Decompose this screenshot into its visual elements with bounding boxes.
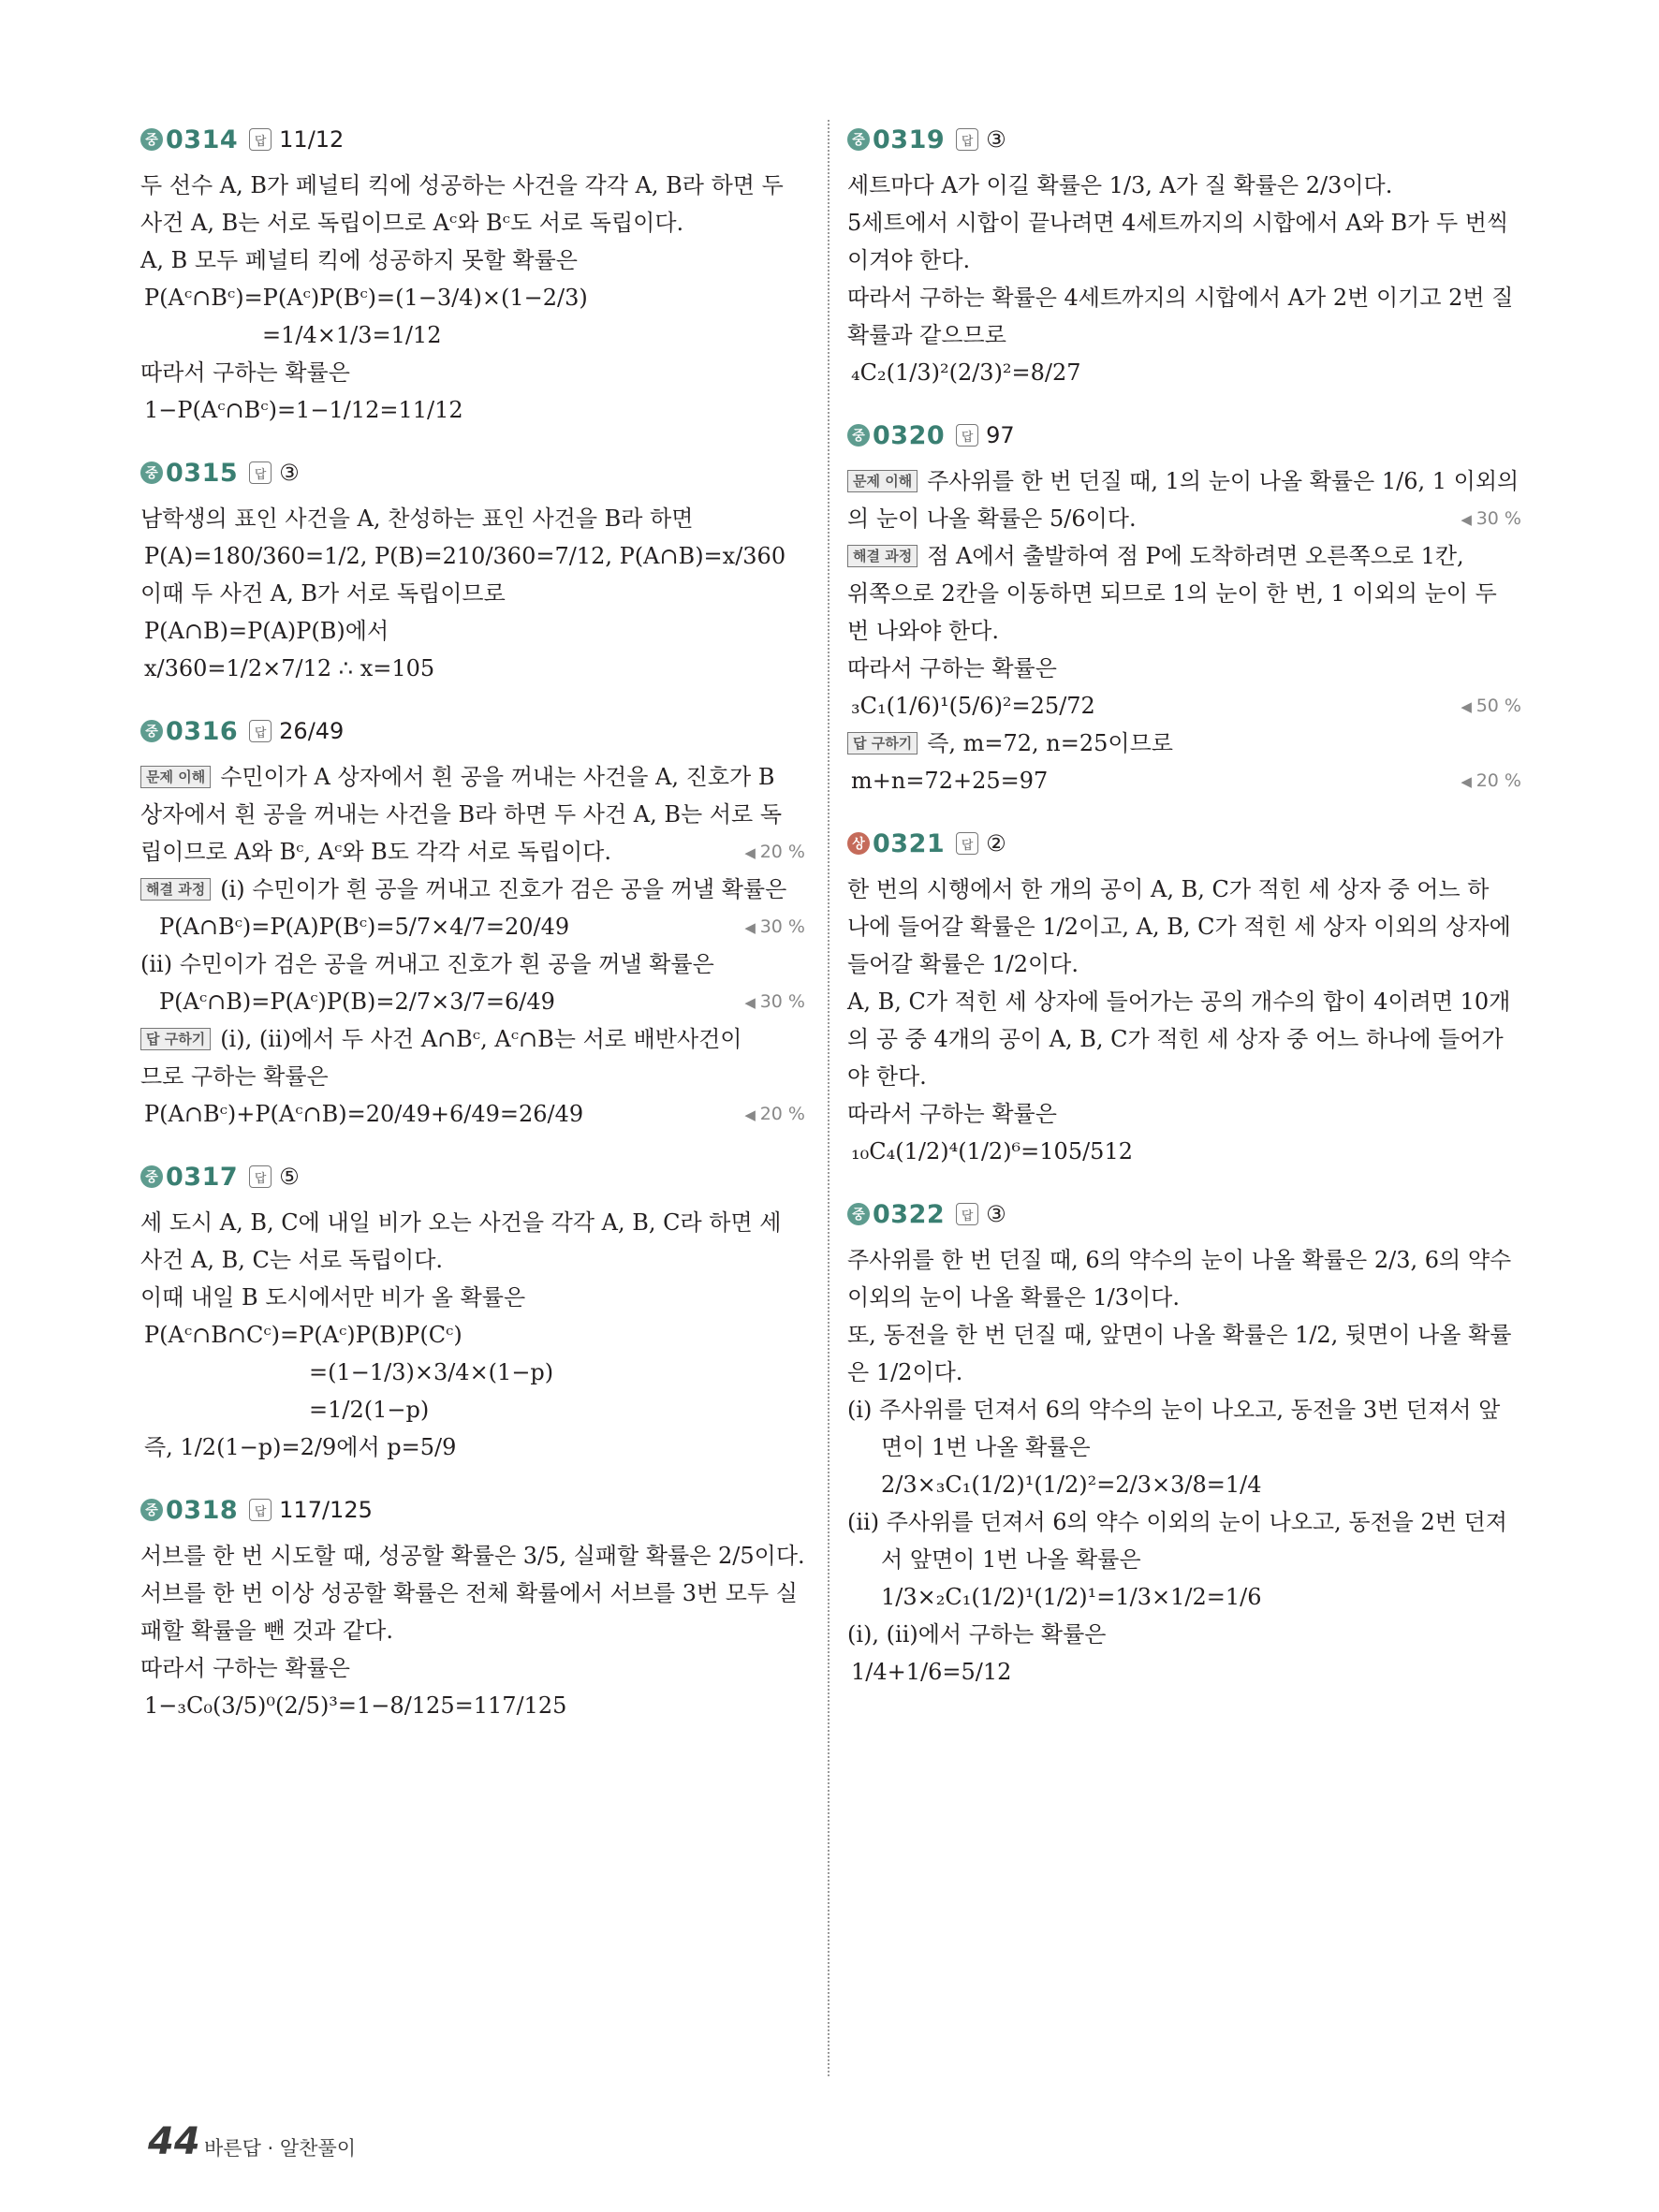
level-badge: 중	[140, 1165, 163, 1188]
problem-header	[140, 1490, 805, 1530]
answer-icon: 답	[249, 128, 272, 151]
text-line: 이외의 눈이 나올 확률은 1/3이다.	[847, 1284, 1180, 1311]
problem-0315	[140, 453, 805, 687]
equation: P(A∩Bᶜ)=P(A)P(Bᶜ)=5/7×4/7=20/49	[159, 914, 570, 940]
problem-number: 0314	[166, 125, 239, 154]
answer: ②	[986, 830, 1006, 857]
equation: 2/3×₃C₁(1/2)¹(1/2)²=2/3×3/8=1/4	[881, 1472, 1262, 1498]
problem-header	[140, 120, 805, 159]
column-divider	[828, 120, 830, 2076]
text-line: 야 한다.	[847, 1063, 927, 1090]
level-badge: 중	[847, 128, 870, 151]
text-line: 면이 1번 나올 확률은	[881, 1434, 1091, 1460]
text-line: 이때 내일 B 도시에서만 비가 올 확률은	[140, 1284, 526, 1311]
level-badge: 상	[847, 832, 870, 855]
problem-0314	[140, 120, 805, 429]
answer: 26/49	[279, 718, 345, 744]
step-tag: 문제 이해	[847, 470, 918, 492]
text-line: 또, 동전을 한 번 던질 때, 앞면이 나올 확률은 1/2, 뒷면이 나올 확률	[847, 1322, 1512, 1348]
problem-number: 0315	[166, 458, 239, 488]
answer-icon: 답	[956, 832, 978, 855]
problem-header	[847, 120, 1521, 159]
text-line: 두 선수 A, B가 페널티 킥에 성공하는 사건을 각각 A, B라 하면 두	[140, 172, 784, 198]
text-line: (i) 수민이가 흰 공을 꺼내고 진호가 검은 공을 꺼낼 확률은	[220, 876, 787, 902]
text-line: 따라서 구하는 확률은	[847, 655, 1057, 681]
equation: P(A∩B)=P(A)P(B)에서	[144, 618, 389, 644]
problem-number: 0318	[166, 1495, 239, 1525]
text-line: 번 나와야 한다.	[847, 618, 999, 644]
equation: 1−P(Aᶜ∩Bᶜ)=1−1/12=11/12	[144, 397, 463, 423]
problem-0317	[140, 1157, 805, 1466]
equation: 1/4+1/6=5/12	[851, 1659, 1012, 1685]
equation: ₃C₁(1/6)¹(5/6)²=25/72	[851, 693, 1095, 719]
level-badge: 중	[140, 461, 163, 484]
equation: P(Aᶜ∩B)=P(Aᶜ)P(B)=2/7×3/7=6/49	[159, 989, 555, 1015]
text-line: (ii) 주사위를 던져서 6의 약수 이외의 눈이 나오고, 동전을 2번 던져	[847, 1509, 1507, 1535]
answer-icon: 답	[249, 461, 272, 484]
problem-0316	[140, 711, 805, 1133]
text-line: (i), (ii)에서 두 사건 A∩Bᶜ, Aᶜ∩B는 서로 배반사건이	[220, 1026, 742, 1052]
text-line: 남학생의 표인 사건을 A, 찬성하는 표인 사건을 B라 하면	[140, 505, 694, 532]
answer: 11/12	[279, 126, 345, 153]
problem-number: 0320	[873, 420, 946, 450]
equation: P(A)=180/360=1/2, P(B)=210/360=7/12, P(A∩B)=x/360	[144, 543, 786, 569]
equation: 1−₃C₀(3/5)⁰(2/5)³=1−8/125=117/125	[144, 1692, 567, 1719]
text-line: 립이므로 A와 Bᶜ, Aᶜ와 B도 각각 서로 독립이다.	[140, 839, 611, 865]
problem-number: 0317	[166, 1162, 239, 1192]
problem-header	[140, 711, 805, 751]
equation: 즉, 1/2(1−p)=2/9에서 p=5/9	[144, 1434, 457, 1460]
problem-0321	[847, 824, 1521, 1170]
problem-0322	[847, 1194, 1521, 1691]
answer: ③	[986, 126, 1006, 153]
step-tag: 해결 과정	[140, 878, 211, 901]
text-line: 주사위를 한 번 던질 때, 6의 약수의 눈이 나올 확률은 2/3, 6의 약수	[847, 1247, 1512, 1273]
equation: ₄C₂(1/3)²(2/3)²=8/27	[851, 359, 1081, 386]
answer: ③	[986, 1201, 1006, 1227]
problem-number: 0319	[873, 125, 946, 154]
text-line: 사건 A, B는 서로 독립이므로 Aᶜ와 Bᶜ도 서로 독립이다.	[140, 210, 684, 236]
equation: P(A∩Bᶜ)+P(Aᶜ∩B)=20/49+6/49=26/49	[144, 1101, 584, 1127]
step-tag: 해결 과정	[847, 545, 918, 567]
answer: ⑤	[279, 1164, 300, 1190]
text-line: A, B, C가 적힌 세 상자에 들어가는 공의 개수의 합이 4이려면 10개	[847, 989, 1511, 1015]
text-line: 의 공 중 4개의 공이 A, B, C가 적힌 세 상자 중 어느 하나에 들어가	[847, 1026, 1504, 1052]
answer-icon: 답	[956, 1203, 978, 1225]
text-line: 세트마다 A가 이길 확률은 1/3, A가 질 확률은 2/3이다.	[847, 172, 1393, 198]
equation: =1/4×1/3=1/12	[262, 322, 442, 348]
answer-icon: 답	[249, 1165, 272, 1188]
text-line: (i) 주사위를 던져서 6의 약수의 눈이 나오고, 동전을 3번 던져서 앞	[847, 1397, 1501, 1423]
page-number: 44	[148, 2120, 200, 2163]
text-line: 세 도시 A, B, C에 내일 비가 오는 사건을 각각 A, B, C라 하면 세	[140, 1209, 782, 1236]
answer-icon: 답	[956, 128, 978, 151]
score-percent: ◀ 30 %	[744, 983, 805, 1021]
text-line: 패할 확률을 뺀 것과 같다.	[140, 1618, 393, 1644]
score-percent: ◀ 20 %	[744, 1095, 805, 1134]
problem-0319	[847, 120, 1521, 391]
text-line: 사건 A, B, C는 서로 독립이다.	[140, 1247, 444, 1273]
equation: =(1−1/3)×3/4×(1−p)	[309, 1359, 554, 1385]
score-percent: ◀ 20 %	[1461, 762, 1521, 800]
equation: x/360=1/2×7/12 ∴ x=105	[144, 655, 435, 681]
answer: 117/125	[279, 1497, 373, 1523]
answer: ③	[279, 460, 300, 486]
problem-0320	[847, 416, 1521, 799]
problem-number: 0316	[166, 716, 239, 746]
problem-header	[847, 1194, 1521, 1234]
text-line: 나에 들어갈 확률은 1/2이고, A, B, C가 적힌 세 상자 이외의 상자에	[847, 914, 1511, 940]
text-line: 점 A에서 출발하여 점 P에 도착하려면 오른쪽으로 1칸,	[927, 543, 1464, 569]
page-title: 바른답 · 알찬풀이	[204, 2137, 357, 2160]
step-tag: 답 구하기	[847, 732, 918, 754]
text-line: 5세트에서 시합이 끝나려면 4세트까지의 시합에서 A와 B가 두 번씩	[847, 210, 1509, 236]
left-column	[140, 120, 805, 1749]
text-line: 따라서 구하는 확률은 4세트까지의 시합에서 A가 2번 이기고 2번 질	[847, 285, 1514, 311]
equation: =1/2(1−p)	[309, 1397, 430, 1423]
level-badge: 중	[140, 128, 163, 151]
score-percent: ◀ 30 %	[1461, 500, 1521, 538]
equation: P(Aᶜ∩B∩Cᶜ)=P(Aᶜ)P(B)P(Cᶜ)	[144, 1322, 462, 1348]
text-line: 따라서 구하는 확률은	[847, 1101, 1057, 1127]
text-line: 의 눈이 나올 확률은 5/6이다.	[847, 505, 1137, 532]
equation: 1/3×₂C₁(1/2)¹(1/2)¹=1/3×1/2=1/6	[881, 1584, 1262, 1610]
text-line: 수민이가 A 상자에서 흰 공을 꺼내는 사건을 A, 진호가 B	[220, 764, 775, 790]
text-line: 따라서 구하는 확률은	[140, 359, 350, 386]
level-badge: 중	[847, 1203, 870, 1225]
text-line: 따라서 구하는 확률은	[140, 1655, 350, 1681]
text-line: 한 번의 시행에서 한 개의 공이 A, B, C가 적힌 세 상자 중 어느 하	[847, 876, 1490, 902]
answer: 97	[986, 422, 1015, 448]
text-line: 상자에서 흰 공을 꺼내는 사건을 B라 하면 두 사건 A, B는 서로 독	[140, 801, 783, 828]
equation: P(Aᶜ∩Bᶜ)=P(Aᶜ)P(Bᶜ)=(1−3/4)×(1−2/3)	[144, 285, 588, 311]
problem-header	[847, 416, 1521, 455]
text-line: 확률과 같으므로	[847, 322, 1006, 348]
text-line: 서브를 한 번 이상 성공할 확률은 전체 확률에서 서브를 3번 모두 실	[140, 1580, 798, 1606]
text-line: 위쪽으로 2칸을 이동하면 되므로 1의 눈이 한 번, 1 이외의 눈이 두	[847, 580, 1497, 607]
text-line: (ii) 수민이가 검은 공을 꺼내고 진호가 흰 공을 꺼낼 확률은	[140, 951, 714, 977]
text-line: 이때 두 사건 A, B가 서로 독립이므로	[140, 580, 506, 607]
problem-0318	[140, 1490, 805, 1724]
text-line: 즉, m=72, n=25이므로	[927, 730, 1173, 756]
problem-header	[140, 453, 805, 492]
answer-icon: 답	[956, 424, 978, 447]
text-line: 들어갈 확률은 1/2이다.	[847, 951, 1079, 977]
step-tag: 답 구하기	[140, 1028, 211, 1050]
problem-number: 0321	[873, 828, 946, 858]
text-line: A, B 모두 페널티 킥에 성공하지 못할 확률은	[140, 247, 578, 273]
text-line: 은 1/2이다.	[847, 1359, 963, 1385]
equation: m+n=72+25=97	[851, 768, 1049, 794]
answer-icon: 답	[249, 1499, 272, 1521]
text-line: 이겨야 한다.	[847, 247, 971, 273]
score-percent: ◀ 30 %	[744, 908, 805, 946]
equation: ₁₀C₄(1/2)⁴(1/2)⁶=105/512	[851, 1138, 1133, 1165]
text-line: 서브를 한 번 시도할 때, 성공할 확률은 3/5, 실패할 확률은 2/5이다.	[140, 1543, 805, 1569]
score-percent: ◀ 50 %	[1461, 687, 1521, 725]
right-column	[847, 120, 1521, 1715]
problem-number: 0322	[873, 1199, 946, 1229]
text-line: 므로 구하는 확률은	[140, 1063, 329, 1090]
problem-header	[847, 824, 1521, 863]
problem-header	[140, 1157, 805, 1196]
text-line: 서 앞면이 1번 나올 확률은	[881, 1546, 1141, 1573]
text-line: (i), (ii)에서 구하는 확률은	[847, 1621, 1107, 1648]
answer-icon: 답	[249, 720, 272, 742]
text-line: 주사위를 한 번 던질 때, 1의 눈이 나올 확률은 1/6, 1 이외의	[927, 468, 1520, 494]
level-badge: 중	[847, 424, 870, 447]
step-tag: 문제 이해	[140, 766, 211, 788]
level-badge: 중	[140, 1499, 163, 1521]
level-badge: 중	[140, 720, 163, 742]
score-percent: ◀ 20 %	[744, 833, 805, 872]
